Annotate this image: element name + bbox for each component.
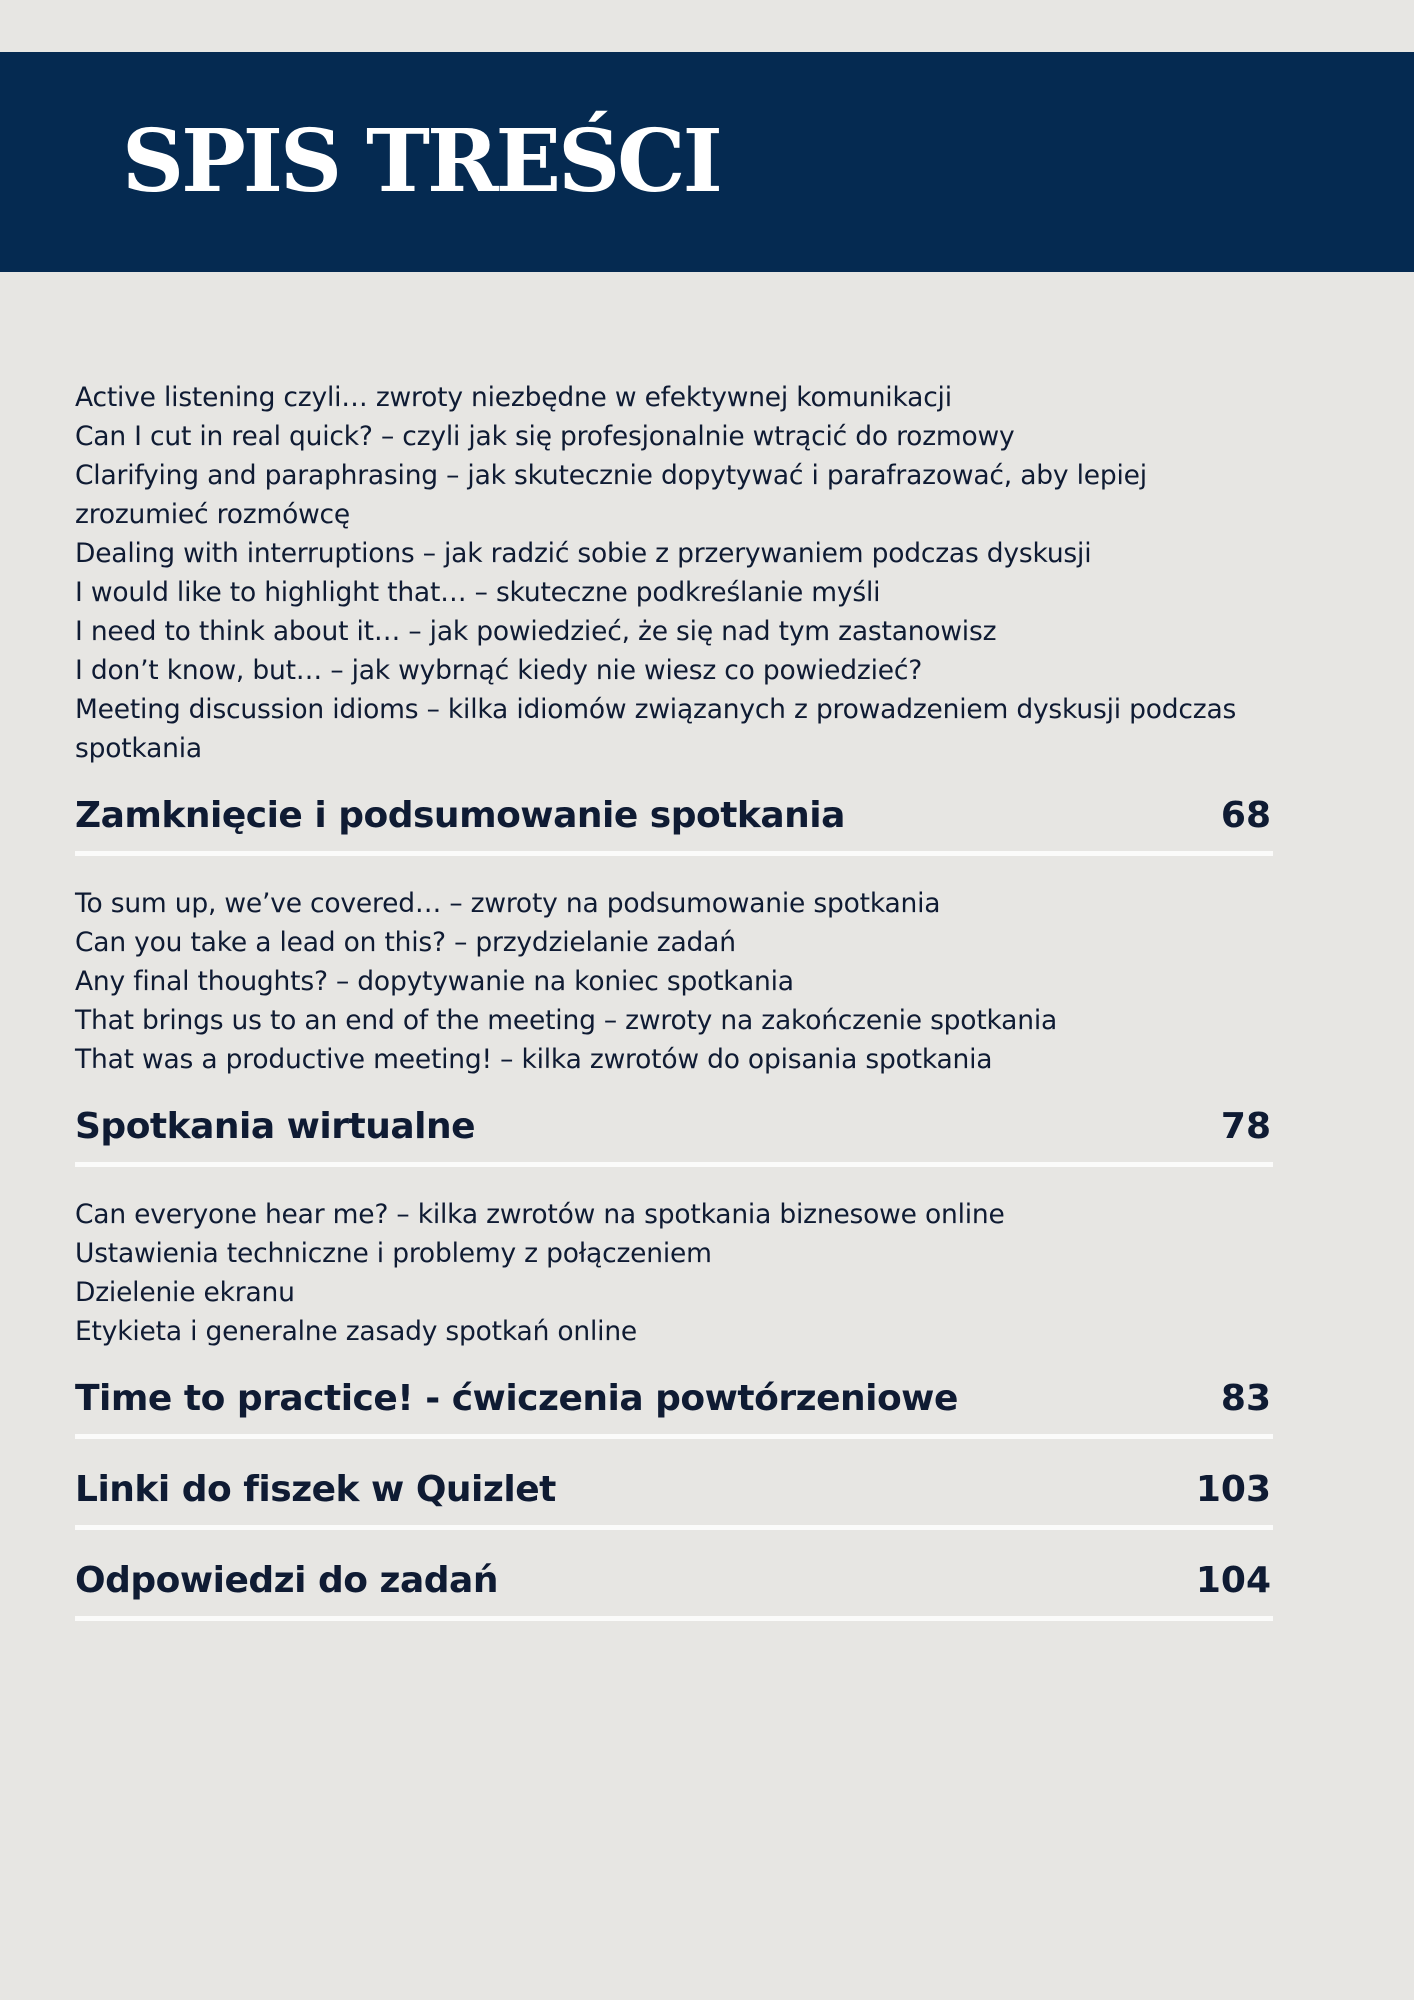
toc-item: To sum up, we’ve covered… – zwroty na podsumowanie spotkania: [75, 888, 941, 919]
table-of-contents: [75, 378, 1273, 1639]
toc-item: Can I cut in real quick? – czyli jak się profesjonalnie wtrącić do rozmowy: [75, 421, 1015, 452]
section-page-number: 78: [1220, 1106, 1271, 1147]
section-page-number: 83: [1220, 1378, 1271, 1419]
section-title: Odpowiedzi do zadań: [75, 1560, 498, 1601]
section-heading-spotkania-wirtualne[interactable]: [75, 1094, 1273, 1167]
toc-item: I don’t know, but… – jak wybrnąć kiedy nie wiesz co powiedzieć?: [75, 655, 923, 686]
toc-item: I need to think about it… – jak powiedzieć, że się nad tym zastanowisz: [75, 616, 997, 647]
toc-item: Ustawienia techniczne i problemy z połączeniem: [75, 1238, 712, 1269]
toc-item: Meeting discussion idioms – kilka idiomów związanych z prowadzeniem dyskusji podczas: [75, 694, 1237, 725]
section-heading-zamkniecie[interactable]: [75, 783, 1273, 856]
toc-item-continuation: spotkania: [75, 733, 202, 764]
toc-item: That brings us to an end of the meeting – zwroty na zakończenie spotkania: [75, 1005, 1058, 1036]
section-heading-odpowiedzi[interactable]: [75, 1548, 1273, 1621]
section-page-number: 104: [1195, 1560, 1271, 1601]
section-page-number: 68: [1220, 795, 1271, 836]
section-title: Zamknięcie i podsumowanie spotkania: [75, 795, 845, 836]
toc-item: Any final thoughts? – dopytywanie na koniec spotkania: [75, 966, 794, 997]
toc-item: That was a productive meeting! – kilka zwrotów do opisania spotkania: [75, 1044, 993, 1075]
section-title: Spotkania wirtualne: [75, 1106, 476, 1147]
toc-item: Can you take a lead on this? – przydzielanie zadań: [75, 927, 736, 958]
page-title: SPIS TREŚCI: [122, 111, 720, 212]
toc-item: Clarifying and paraphrasing – jak skutecznie dopytywać i parafrazować, aby lepiej: [75, 460, 1147, 491]
toc-item: Dealing with interruptions – jak radzić sobie z przerywaniem podczas dyskusji: [75, 538, 1092, 569]
toc-item: Dzielenie ekranu: [75, 1277, 295, 1308]
toc-item: I would like to highlight that… – skuteczne podkreślanie myśli: [75, 577, 881, 608]
section-title: Time to practice! - ćwiczenia powtórzeniowe: [75, 1378, 958, 1419]
section-title: Linki do fiszek w Quizlet: [75, 1469, 556, 1510]
toc-item-continuation: zrozumieć rozmówcę: [75, 499, 351, 530]
toc-item: Etykieta i generalne zasady spotkań online: [75, 1316, 638, 1347]
section-heading-linki-quizlet[interactable]: [75, 1457, 1273, 1530]
section-page-number: 103: [1195, 1469, 1271, 1510]
toc-item: Active listening czyli… zwroty niezbędne w efektywnej komunikacji: [75, 382, 952, 413]
toc-item: Can everyone hear me? – kilka zwrotów na spotkania biznesowe online: [75, 1199, 1005, 1230]
section-heading-time-to-practice[interactable]: [75, 1366, 1273, 1439]
